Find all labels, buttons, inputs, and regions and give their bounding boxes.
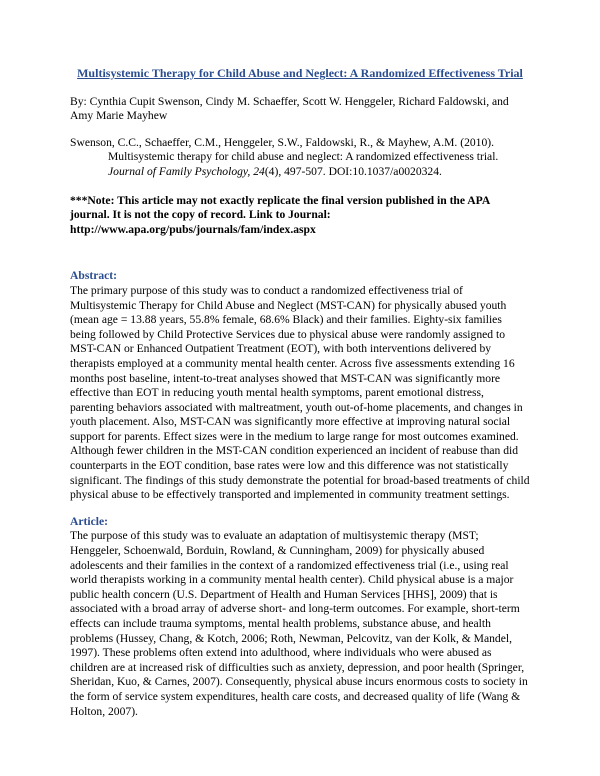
copy-of-record-note: ***Note: This article may not exactly replicate the final version published in the APA journal. It is not the copy of record. Link to Journal: http://www.apa.org/pubs/journals/fam/index.aspx <box>70 193 490 236</box>
citation-line-1: Swenson, C.C., Schaeffer, C.M., Henggeler, S.W., Faldowski, R., & Mayhew, A.M. (2010). <box>70 135 495 149</box>
article-heading: Article: <box>70 514 108 528</box>
article-text: The purpose of this study was to evaluate an adaptation of multisystemic therapy (MST; Henggeler, Schoenwald, Borduin, Rowland, & Cunningham, 2009) for physically abused adolescents and their families in the context of a randomized effectiveness trial (i.e., using real world therapists working in a community mental health center). Child physical abuse is a major public health concern (U.S. Department of Health and Human Services [HHS], 2009) that is associated with a broad array of adverse short- and long-term outcomes. For example, short-term effects can include trauma symptoms, mental health problems, substance abuse, and health problems (Hussey, Chang, & Kotch, 2006; Roth, Newman, Pelcovitz, van der Kolk, & Mandel, 1997). These problems often extend into adulthood, where individuals who were abused as children are at increased risk of difficulties such as anxiety, depression, and poor health (Springer, Sheridan, Kuo, & Carnes, 2007). Consequently, physical abuse incurs enormous costs to society in the form of service system expenditures, health care costs, and decreased quality of life (Wang & Holton, 2007). <box>70 529 528 718</box>
citation-issue-pages: (4), 497-507. DOI:10.1037/a0020324. <box>264 164 442 178</box>
citation-line-2: Multisystemic therapy for child abuse and neglect: A randomized effectiveness trial. <box>108 150 499 164</box>
author-list: By: Cynthia Cupit Swenson, Cindy M. Schaeffer, Scott W. Henggeler, Richard Faldowski, and Amy Marie Mayhew <box>70 94 509 123</box>
citation <box>70 136 530 180</box>
citation-continuation <box>70 150 530 179</box>
abstract-text: The primary purpose of this study was to conduct a randomized effectiveness trial of Multisystemic Therapy for Child Abuse and Neglect (MST-CAN) for physically abused youth (mean age = 13.88 years, 55.8% female, 68.6% Black) and their families. Eighty-six families being followed by Child Protective Services due to physical abuse were randomly assigned to MST-CAN or Enhanced Outpatient Treatment (EOT), with both interventions delivered by therapists employed at a community mental health center. Across five assessments extending 16 months post baseline, intent-to-treat analyses showed that MST-CAN was significantly more effective than EOT in reducing youth mental health symptoms, parent emotional distress, parenting behaviors associated with maltreatment, youth out-of-home placements, and changes in youth placement. Also, MST-CAN was significantly more effective at improving natural social support for parents. Effect sizes were in the medium to large range for most outcomes examined. Although fewer children in the MST-CAN condition experienced an incident of reabuse than did counterparts in the EOT condition, base rates were low and this difference was not statistically significant. The findings of this study demonstrate the potential for broad-based treatments of child physical abuse to be effectively transported and implemented in community treatment settings. <box>70 283 530 502</box>
abstract-heading: Abstract: <box>70 269 118 283</box>
article-title[interactable]: Multisystemic Therapy for Child Abuse and Neglect: A Randomized Effectiveness Trial <box>77 66 523 80</box>
citation-journal: Journal of Family Psychology, 24 <box>108 164 265 178</box>
